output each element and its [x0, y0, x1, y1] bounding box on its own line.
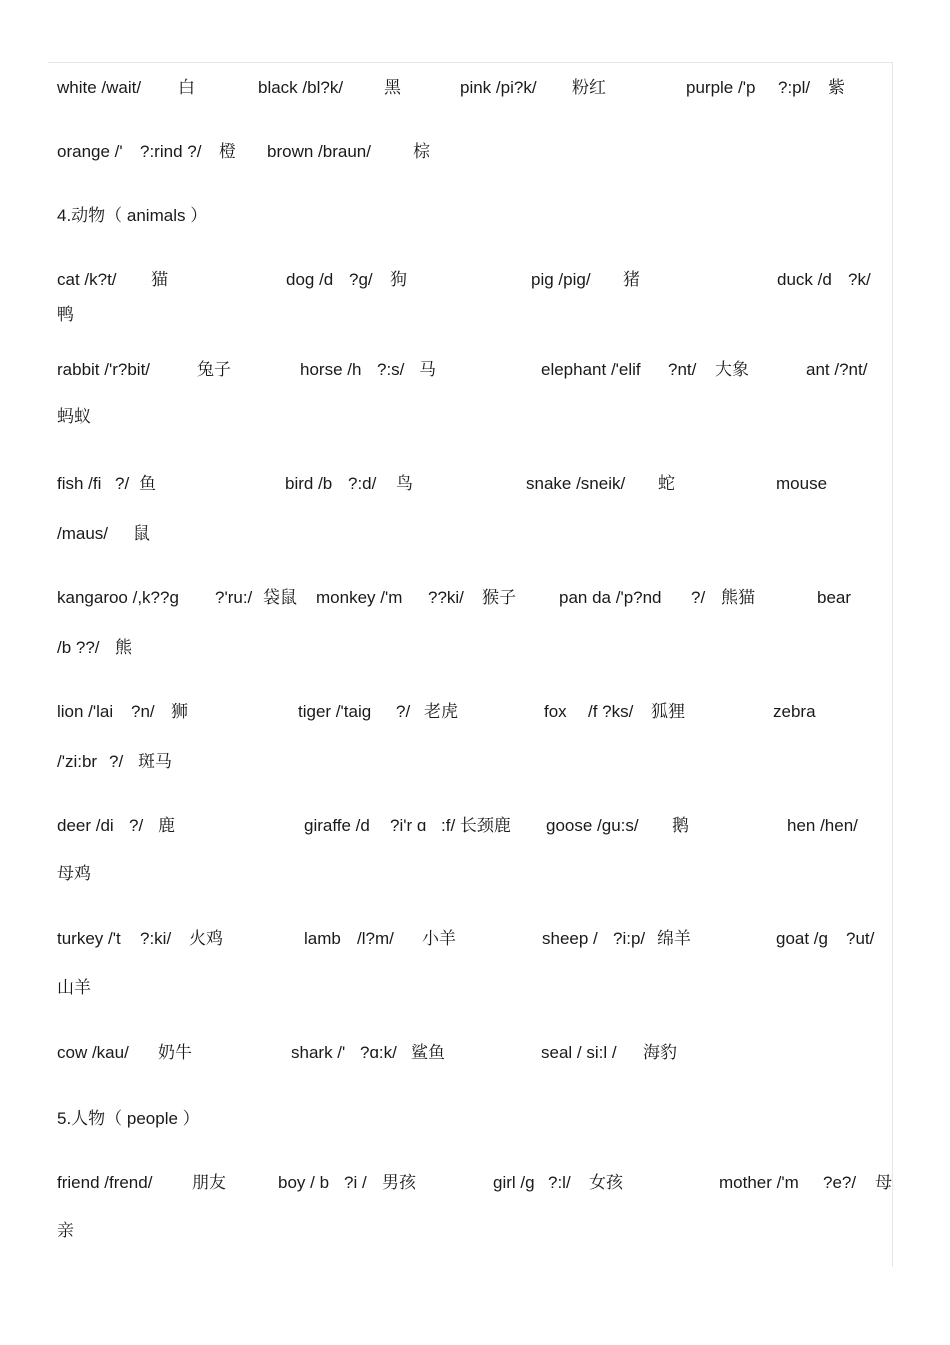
vocab-text: horse /h [300, 360, 362, 379]
vocab-text: ?/ [115, 474, 130, 493]
vocab-text: 白 [178, 78, 195, 97]
vocab-text: ?/ [129, 816, 144, 835]
vocab-text: rabbit /'r?bit/ [57, 360, 151, 379]
vocab-text: 棕 [413, 142, 430, 161]
vocab-text: ?:rind ?/ [140, 142, 202, 161]
vocab-text: ?/ [691, 588, 706, 607]
vocab-text: 母 [875, 1173, 892, 1192]
vocab-text: 熊猫 [721, 588, 755, 607]
vocab-text: 猪 [623, 270, 640, 289]
vocab-text: cat /k?t/ [57, 270, 117, 289]
vocab-text: 小羊 [422, 929, 456, 948]
vocab-text: lamb [304, 929, 341, 948]
vocab-text: ??ki/ [428, 588, 464, 607]
vocab-text: goose /gu:s/ [546, 816, 639, 835]
vocab-text: snake /sneik/ [526, 474, 626, 493]
vocab-text: 兔子 [197, 360, 231, 379]
vocab-text: 猫 [151, 270, 168, 289]
vocab-text: 熊 [115, 638, 132, 657]
vocab-text: 母鸡 [57, 864, 91, 883]
vocab-text: 狗 [390, 270, 407, 289]
vocab-text: /b ??/ [57, 638, 100, 657]
vocab-text: ?:ki/ [140, 929, 172, 948]
vocab-text: seal / si:l / [541, 1043, 617, 1062]
vocab-text: brown /braun/ [267, 142, 371, 161]
vocab-text: 鹿 [158, 816, 175, 835]
vocab-text: /'zi:br [57, 752, 98, 771]
vocab-text: hen /hen/ [787, 816, 858, 835]
vocab-text: ?/ [109, 752, 124, 771]
vocab-text: black /bl?k/ [258, 78, 344, 97]
vocab-text: bear [817, 588, 852, 607]
vocab-text: 紫 [828, 78, 845, 97]
vocab-text: ?ɑ:k/ [360, 1043, 397, 1062]
vocab-text: ?nt/ [668, 360, 697, 379]
vocab-text: tiger /'taig [298, 702, 372, 721]
vocab-text: 鲨鱼 [411, 1043, 445, 1062]
vocab-text: 男孩 [382, 1173, 416, 1192]
vocab-text: /l?m/ [357, 929, 394, 948]
vocab-text: 鸟 [396, 474, 413, 493]
vocab-text: 鼠 [133, 524, 150, 543]
vocab-text: ?i / [344, 1173, 367, 1192]
vocab-text: 海豹 [643, 1043, 677, 1062]
vocab-text: deer /di [57, 816, 114, 835]
vocab-text: ?i'r ɑ [390, 816, 427, 835]
vocab-text: lion /'lai [57, 702, 114, 721]
vocab-text: duck /d [777, 270, 832, 289]
vocab-text: friend /frend/ [57, 1173, 153, 1192]
vocab-text: 狐狸 [651, 702, 685, 721]
vocab-text: mother /'m [719, 1173, 799, 1192]
vocab-text: ?/ [396, 702, 411, 721]
vocab-text: 奶牛 [158, 1043, 192, 1062]
vocab-text: ?'ru:/ [215, 588, 253, 607]
vocab-text: :f/ 长颈鹿 [441, 816, 511, 835]
vocab-text: goat /g [776, 929, 828, 948]
vocab-text: zebra [773, 702, 816, 721]
vocab-text: 橙 [219, 142, 236, 161]
vocab-text: 绵羊 [657, 929, 691, 948]
vocab-text: purple /'p [686, 78, 756, 97]
vocab-text: 袋鼠 [263, 588, 297, 607]
vocab-text: cow /kau/ [57, 1043, 129, 1062]
vocab-text: girl /g [493, 1173, 535, 1192]
vocab-text: boy / b [278, 1173, 330, 1192]
vocab-text: pink /pi?k/ [460, 78, 537, 97]
vocab-text: mouse [776, 474, 828, 493]
vocab-text: orange /' [57, 142, 123, 161]
vocab-text: 火鸡 [189, 929, 223, 948]
vocab-text: fish /fi [57, 474, 102, 493]
vocab-text: 鸭 [57, 305, 74, 324]
vocab-text: ant /?nt/ [806, 360, 868, 379]
vocab-text: ?:s/ [377, 360, 405, 379]
vocab-text: 女孩 [589, 1173, 623, 1192]
vocab-text: kangaroo /,k??g [57, 588, 179, 607]
vocab-text: 老虎 [424, 702, 458, 721]
vocab-text: 斑马 [138, 752, 172, 771]
vocab-text: bird /b [285, 474, 333, 493]
vocab-text: ?:d/ [348, 474, 377, 493]
vocab-text: 山羊 [57, 978, 91, 997]
vocab-text: elephant /'elif [541, 360, 641, 379]
vocab-text: /f ?ks/ [588, 702, 634, 721]
vocab-text: white /wait/ [57, 78, 142, 97]
vocab-text: 鹅 [672, 816, 689, 835]
vocab-text: 亲 [57, 1221, 74, 1240]
vocab-text: ?:l/ [548, 1173, 571, 1192]
vocab-text: 4.动物（ animals ） [57, 206, 208, 225]
vocab-text: 5.人物（ people ） [57, 1109, 200, 1128]
vocab-text: 猴子 [482, 588, 516, 607]
vocab-text: ?n/ [131, 702, 155, 721]
vocab-text: 大象 [715, 360, 749, 379]
vocab-text: dog /d [286, 270, 334, 289]
vocab-text: ?e?/ [823, 1173, 857, 1192]
vocab-text: 狮 [171, 702, 188, 721]
vocab-text: pan da /'p?nd [559, 588, 662, 607]
vocab-text: ?g/ [349, 270, 373, 289]
vocab-text: monkey /'m [316, 588, 403, 607]
vocab-text: ?i:p/ [613, 929, 646, 948]
vocab-text: 蛇 [658, 474, 675, 493]
vocab-text: ?:pl/ [778, 78, 811, 97]
vocab-text: 马 [419, 360, 436, 379]
vocab-text: turkey /'t [57, 929, 121, 948]
vocab-text: 黑 [384, 78, 401, 97]
vocab-text: 朋友 [192, 1173, 226, 1192]
vocab-text: 蚂蚁 [57, 407, 91, 426]
vocab-text: shark /' [291, 1043, 346, 1062]
vocab-text: ?k/ [848, 270, 871, 289]
vocab-text: giraffe /d [304, 816, 370, 835]
vocab-text: pig /pig/ [531, 270, 591, 289]
vocab-text: sheep / [542, 929, 598, 948]
vocab-text: /maus/ [57, 524, 109, 543]
vocab-text: ?ut/ [846, 929, 875, 948]
page-frame [48, 62, 893, 1267]
vocab-text: 鱼 [139, 474, 156, 493]
vocab-text: fox [544, 702, 567, 721]
vocab-text: 粉红 [572, 78, 606, 97]
